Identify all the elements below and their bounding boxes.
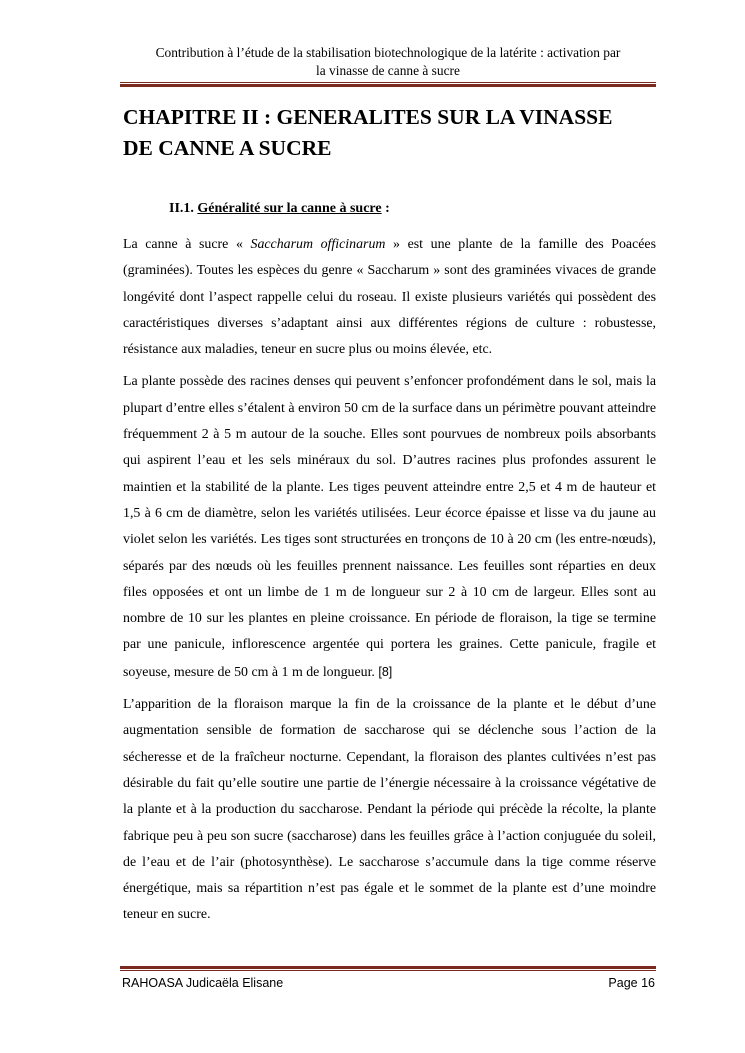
chapter-title-line-2: DE CANNE A SUCRE [123,136,332,160]
paragraph-3 [123,692,656,929]
footer-page-number: Page 16 [608,976,655,990]
section-suffix: : [381,201,390,216]
header-line-1: Contribution à l’étude de la stabilisation biotechnologique de la latérite : activation par [155,45,621,60]
section-title: Généralité sur la canne à sucre [197,201,382,216]
section-heading [169,201,390,217]
reference-citation: [8] [378,664,393,679]
running-header [118,44,658,80]
paragraph-1-start: La canne à sucre « [123,237,251,252]
paragraph-2-text: La plante possède des racines denses qui peuvent s’enfoncer profondément dans le sol, mais la plupart d’entre elles s’étalent à environ 50 cm de la surface dans un périmètre pouvant atteindre fréquemment 2 à 5 m autour de la souche. Elles sont pourvues de nombreux poils absorbants qui aspirent l’eau et les sels minéraux du sol. D’autres racines plus profondes assurent le maintien et la stabilité de la plante. Les tiges peuvent atteindre entre 2,5 et 4 m de hauteur et 1,5 à 6 cm de diamètre, selon les variétés utilisées. Leur écorce épaisse et lisse va du jaune au violet selon les variétés. Les tiges sont structurées en tronçons de 10 à 20 cm (les entre-nœuds), séparés par des nœuds où les feuilles prennent naissance. Les feuilles sont réparties en deux files opposées et ont un limbe de 1 m de longueur sur 2 à 10 cm de largeur. Elles sont au nombre de 10 sur les plantes en pleine croissance. En période de floraison, la tige se termine par une panicule, inflorescence argentée qui portera les graines. Cette panicule, fragile et soyeuse, mesure de 50 cm à 1 m de longueur. [123,374,656,680]
species-name: Saccharum officinarum [250,237,386,252]
chapter-title [123,102,663,164]
footer-author: RAHOASA Judicaëla Elisane [122,976,284,990]
footer-divider [120,966,656,971]
header-divider [120,82,656,87]
chapter-title-line-1: CHAPITRE II : GENERALITES SUR LA VINASSE [123,105,613,129]
header-line-2: la vinasse de canne à sucre [316,63,460,78]
paragraph-1 [123,232,656,363]
section-number: II.1. [169,201,194,216]
paragraph-1-rest: » est une plante de la famille des Poacées (graminées). Toutes les espèces du genre « Saccharum » sont des graminées vivaces de grande longévité dont l’aspect rappelle celui du roseau. Il existe plusieurs variétés qui possèdent des caractéristiques diverses s’adaptant ainsi aux différentes régions de culture : robustesse, résistance aux maladies, teneur en sucre plus ou moins élevée, etc. [123,237,657,358]
paragraph-2 [123,369,656,686]
body-text [123,232,656,935]
paragraph-3-text: L’apparition de la floraison marque la fin de la croissance de la plante et le début d’une augmentation sensible de formation de saccharose qui se déclenche sous l’action de la sécheresse et de la fraîcheur nocturne. Cependant, la floraison des plantes cultivées n’est pas désirable du fait qu’elle soutire une partie de l’énergie nécessaire à la croissance végétative de la plante et à la production du saccharose. Pendant la période qui précède la récolte, la plante fabrique peu à peu son sucre (saccharose) dans les feuilles grâce à l’action conjuguée du soleil, de l’eau et de l’air (photosynthèse). Le saccharose s’accumule dans la tige comme réserve énergétique, mais sa répartition n’est pas égale et le sommet de la plante est d’une moindre teneur en sucre. [123,697,656,923]
